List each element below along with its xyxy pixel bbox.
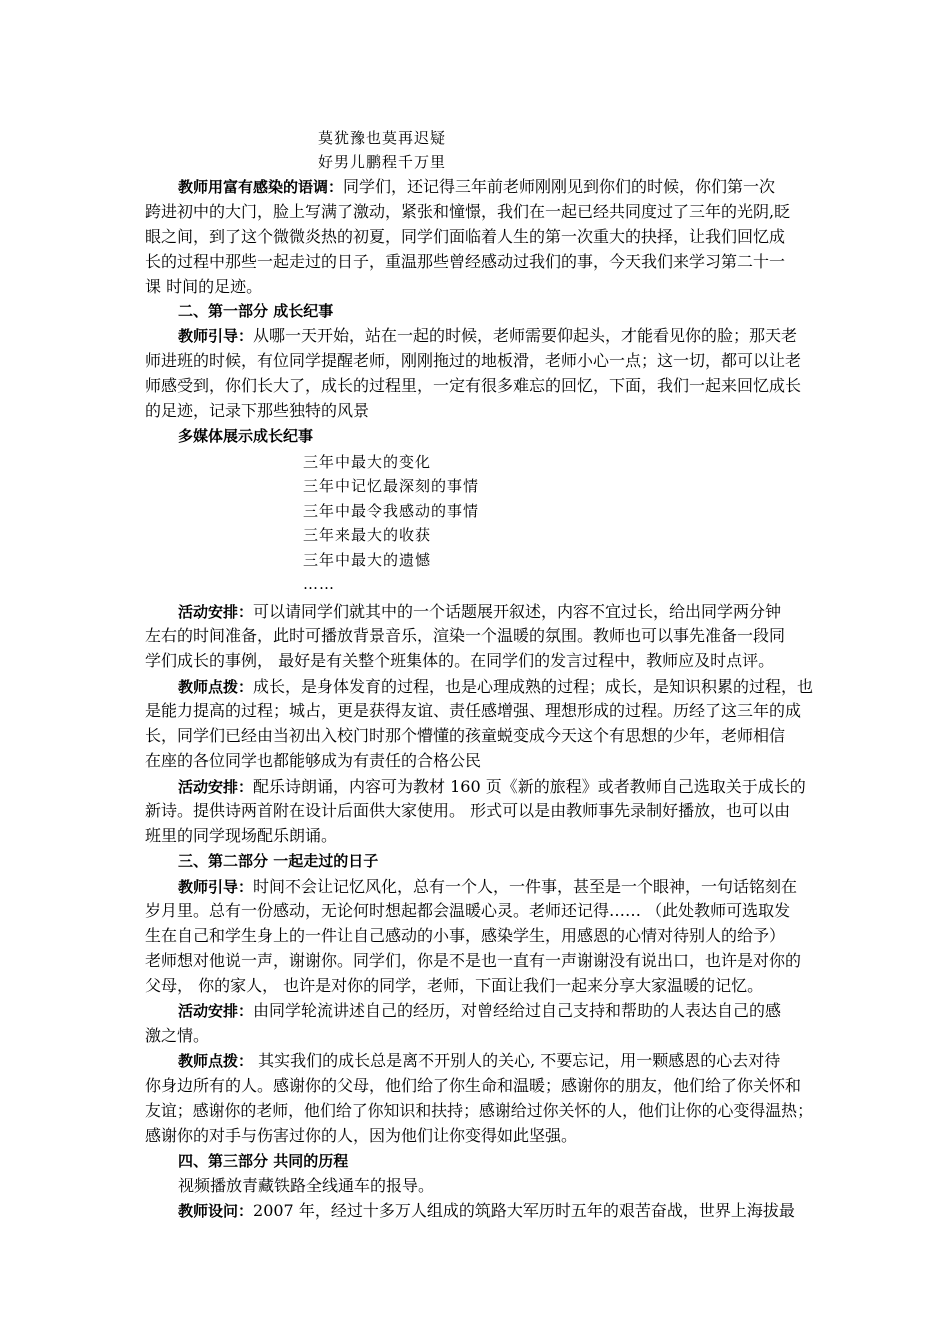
paragraph-line: 父母， 你的家人， 也许是对你的同学，老师，下面让我们一起来分享大家温暖的记忆。 bbox=[145, 976, 764, 995]
poem-line: 好男儿鹏程千万里 bbox=[318, 153, 447, 171]
list-item: …… bbox=[303, 575, 335, 593]
list-item: 三年来最大的收获 bbox=[303, 526, 432, 544]
paragraph-line: 老师想对他说一声，谢谢你。同学们，你是不是也一直有一声谢谢没有说出口，也许是对你的 bbox=[145, 951, 802, 970]
poem-line: 莫犹豫也莫再迟疑 bbox=[318, 129, 447, 147]
paragraph-line: 跨进初中的大门，脸上写满了激动，紧张和憧憬，我们在一起已经共同度过了三年的光阴,眨 bbox=[145, 202, 791, 221]
section-heading: 三、第二部分 一起走过的日子 bbox=[178, 852, 379, 870]
paragraph-line bbox=[178, 1000, 781, 1022]
paragraph-line: 岁月里。总有一份感动，无论何时想起都会温暖心灵。老师还记得…… （此处教师可选取发 bbox=[145, 901, 791, 920]
paragraph-line: 在座的各位同学也都能够成为有责任的合格公民 bbox=[145, 751, 482, 770]
paragraph-label: 活动安排： bbox=[178, 603, 254, 621]
paragraph-line bbox=[178, 176, 775, 198]
paragraph-text: 其实我们的成长总是离不开别人的关心, 不要忘记，用一颗感恩的心去对待 bbox=[253, 1051, 781, 1070]
paragraph-label: 活动安排： bbox=[178, 778, 254, 796]
paragraph-line: 学们成长的事例， 最好是有关整个班集体的。在同学们的发言过程中，教师应及时点评。 bbox=[145, 651, 775, 670]
paragraph-line: 班里的同学现场配乐朗诵。 bbox=[145, 826, 338, 845]
paragraph-line: 生在自己和学生身上的一件让自己感动的小事，感染学生，用感恩的心情对待别人的给予） bbox=[145, 926, 786, 945]
paragraph-line bbox=[178, 676, 813, 698]
paragraph-line: 的足迹，记录下那些独特的风景 bbox=[145, 401, 370, 420]
paragraph-text: 成长，是身体发育的过程，也是心理成熟的过程；成长，是知识积累的过程，也 bbox=[253, 677, 814, 696]
paragraph-line bbox=[178, 601, 781, 623]
section-heading: 多媒体展示成长纪事 bbox=[178, 427, 314, 445]
paragraph-line bbox=[178, 876, 797, 898]
paragraph-label: 教师点拨： bbox=[178, 678, 254, 696]
list-item: 三年中最大的变化 bbox=[303, 453, 432, 471]
paragraph-line: 新诗。提供诗两首附在设计后面供大家使用。 形式可以是由教师事先录制好播放，也可以由 bbox=[145, 801, 791, 820]
paragraph-line: 是能力提高的过程；城占，更是获得友谊、责任感增强、理想形成的过程。历经了这三年的成 bbox=[145, 701, 802, 720]
paragraph-label: 教师引导： bbox=[178, 327, 254, 345]
list-item: 三年中记忆最深刻的事情 bbox=[303, 477, 480, 495]
list-item: 三年中最令我感动的事情 bbox=[303, 502, 480, 520]
paragraph-line: 激之情。 bbox=[145, 1026, 210, 1045]
section-heading: 二、第一部分 成长纪事 bbox=[178, 302, 334, 320]
paragraph-text: 由同学轮流讲述自己的经历，对曾经给过自己支持和帮助的人表达自己的感 bbox=[253, 1001, 782, 1020]
paragraph-text: 同学们，还记得三年前老师刚刚见到你们的时候，你们第一次 bbox=[343, 177, 776, 196]
paragraph-line: 你身边所有的人。感谢你的父母，他们给了你生命和温暖；感谢你的朋友，他们给了你关怀和 bbox=[145, 1076, 802, 1095]
paragraph-line: 视频播放青藏铁路全线通车的报导。 bbox=[178, 1176, 435, 1195]
paragraph-line: 师进班的时候，有位同学提醒老师，刚刚拖过的地板滑，老师小心一点；这一切，都可以让老 bbox=[145, 351, 802, 370]
paragraph-text: 时间不会让记忆风化，总有一个人，一件事，甚至是一个眼神，一句话铭刻在 bbox=[253, 877, 798, 896]
paragraph-label: 教师设问： bbox=[178, 1202, 254, 1220]
paragraph-line: 左右的时间准备，此时可播放背景音乐，渲染一个温暖的氛围。教师也可以事先准备一段同 bbox=[145, 626, 786, 645]
paragraph-line: 友谊；感谢你的老师，他们给了你知识和扶持；感谢给过你关怀的人，他们让你的心变得温热； bbox=[145, 1101, 813, 1120]
paragraph-text: 从哪一天开始，站在一起的时候，老师需要仰起头，才能看见你的脸；那天老 bbox=[253, 326, 798, 345]
paragraph-label: 教师引导： bbox=[178, 878, 254, 896]
paragraph-line bbox=[178, 325, 797, 347]
section-heading: 四、第三部分 共同的历程 bbox=[178, 1152, 349, 1170]
paragraph-line: 感谢你的对手与伤害过你的人，因为他们让你变得如此坚强。 bbox=[145, 1126, 578, 1145]
paragraph-label: 活动安排： bbox=[178, 1002, 254, 1020]
paragraph-text: 可以请同学们就其中的一个话题展开叙述，内容不宜过长，给出同学两分钟 bbox=[253, 602, 782, 621]
paragraph-label: 教师用富有感染的语调： bbox=[178, 178, 344, 196]
paragraph-label: 教师点拨： bbox=[178, 1052, 254, 1070]
paragraph-text: 配乐诗朗诵，内容可为教材 160 页《新的旅程》或者教师自己选取关于成长的 bbox=[253, 777, 806, 796]
paragraph-line: 长的过程中那些一起走过的日子，重温那些曾经感动过我们的事，今天我们来学习第二十一 bbox=[145, 252, 786, 271]
paragraph-text: 2007 年，经过十多万人组成的筑路大军历时五年的艰苦奋战，世界上海拔最 bbox=[253, 1201, 795, 1220]
paragraph-line: 长，同学们已经由当初出入校门时那个懵懂的孩童蜕变成今天这个有思想的少年，老师相信 bbox=[145, 726, 786, 745]
paragraph-line: 课 时间的足迹。 bbox=[145, 277, 263, 296]
paragraph-line bbox=[178, 1200, 795, 1222]
paragraph-line bbox=[178, 1050, 780, 1072]
list-item: 三年中最大的遗憾 bbox=[303, 551, 432, 569]
paragraph-line: 眼之间，到了这个微微炎热的初夏，同学们面临着人生的第一次重大的抉择，让我们回忆成 bbox=[145, 227, 786, 246]
paragraph-line bbox=[178, 776, 806, 798]
paragraph-line: 师感受到，你们长大了，成长的过程里，一定有很多难忘的回忆，下面，我们一起来回忆成长 bbox=[145, 376, 802, 395]
